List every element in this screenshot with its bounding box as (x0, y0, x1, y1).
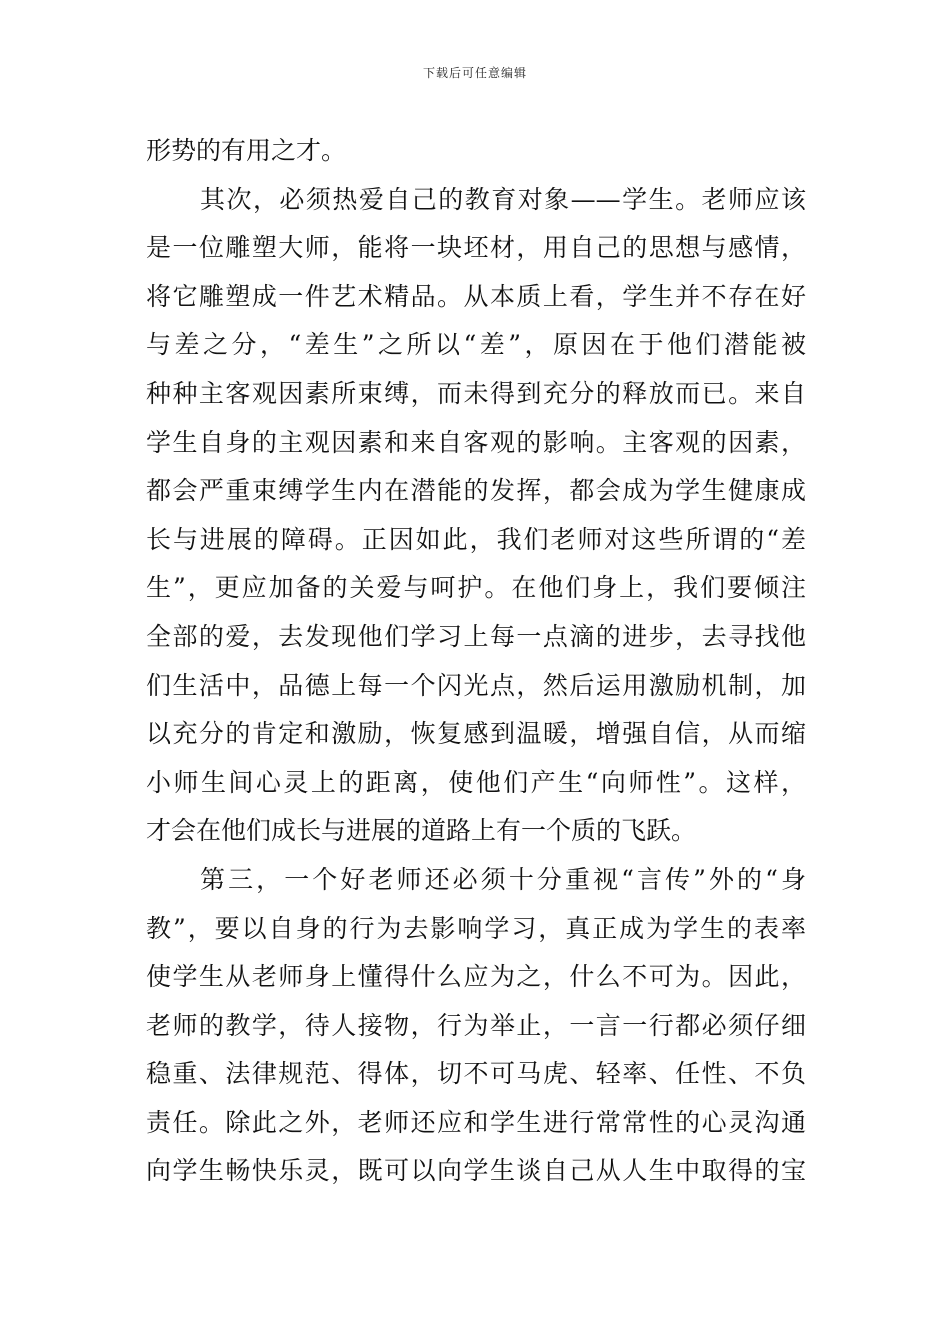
text-line: 使学生从老师身上懂得什么应为之，什么不可为。因此， (146, 962, 806, 992)
text-line: 长与进展的障碍。正因如此，我们老师对这些所谓的“差 (146, 524, 806, 554)
text-line: 是一位雕塑大师，能将一块坯材，用自己的思想与感情， (146, 233, 806, 263)
text-line: 形势的有用之才。 (146, 136, 347, 165)
text-line: 生”，更应加备的关爱与呵护。在他们身上，我们要倾注 (146, 573, 806, 603)
text-line: 们生活中，品德上每一个闪光点，然后运用激励机制，加 (146, 670, 806, 700)
text-line: 将它雕塑成一件艺术精品。从本质上看，学生并不存在好 (146, 281, 806, 311)
text-line: 才会在他们成长与进展的道路上有一个质的飞跃。 (146, 816, 697, 846)
text-line: 稳重、法律规范、得体，切不可马虎、轻率、任性、不负 (146, 1059, 806, 1089)
text-line: 向学生畅快乐灵，既可以向学生谈自己从人生中取得的宝 (146, 1156, 806, 1186)
body-text (146, 127, 806, 1196)
text-line: 第三，一个好老师还必须十分重视“言传”外的“身 (200, 864, 806, 894)
text-line: 责任。除此之外，老师还应和学生进行常常性的心灵沟通 (146, 1107, 806, 1137)
text-line: 与差之分，“差生”之所以“差”，原因在于他们潜能被 (146, 330, 806, 360)
text-line: 老师的教学，待人接物，行为举止，一言一行都必须仔细 (146, 1010, 806, 1040)
text-line: 其次，必须热爱自己的教育对象——学生。老师应该 (200, 184, 806, 214)
text-line: 种种主客观因素所束缚，而未得到充分的释放而已。来自 (146, 378, 806, 408)
text-line: 学生自身的主观因素和来自客观的影响。主客观的因素， (146, 427, 806, 457)
text-line: 全部的爱，去发现他们学习上每一点滴的进步，去寻找他 (146, 621, 806, 651)
text-line: 以充分的肯定和激励，恢复感到温暖，增强自信，从而缩 (146, 719, 806, 749)
page-header: 下载后可任意编辑 (422, 66, 527, 80)
text-line: 都会严重束缚学生内在潜能的发挥，都会成为学生健康成 (146, 476, 806, 506)
text-line: 教”，要以自身的行为去影响学习，真正成为学生的表率 (146, 913, 806, 943)
text-line: 小师生间心灵上的距离，使他们产生“向师性”。这样， (146, 767, 806, 797)
